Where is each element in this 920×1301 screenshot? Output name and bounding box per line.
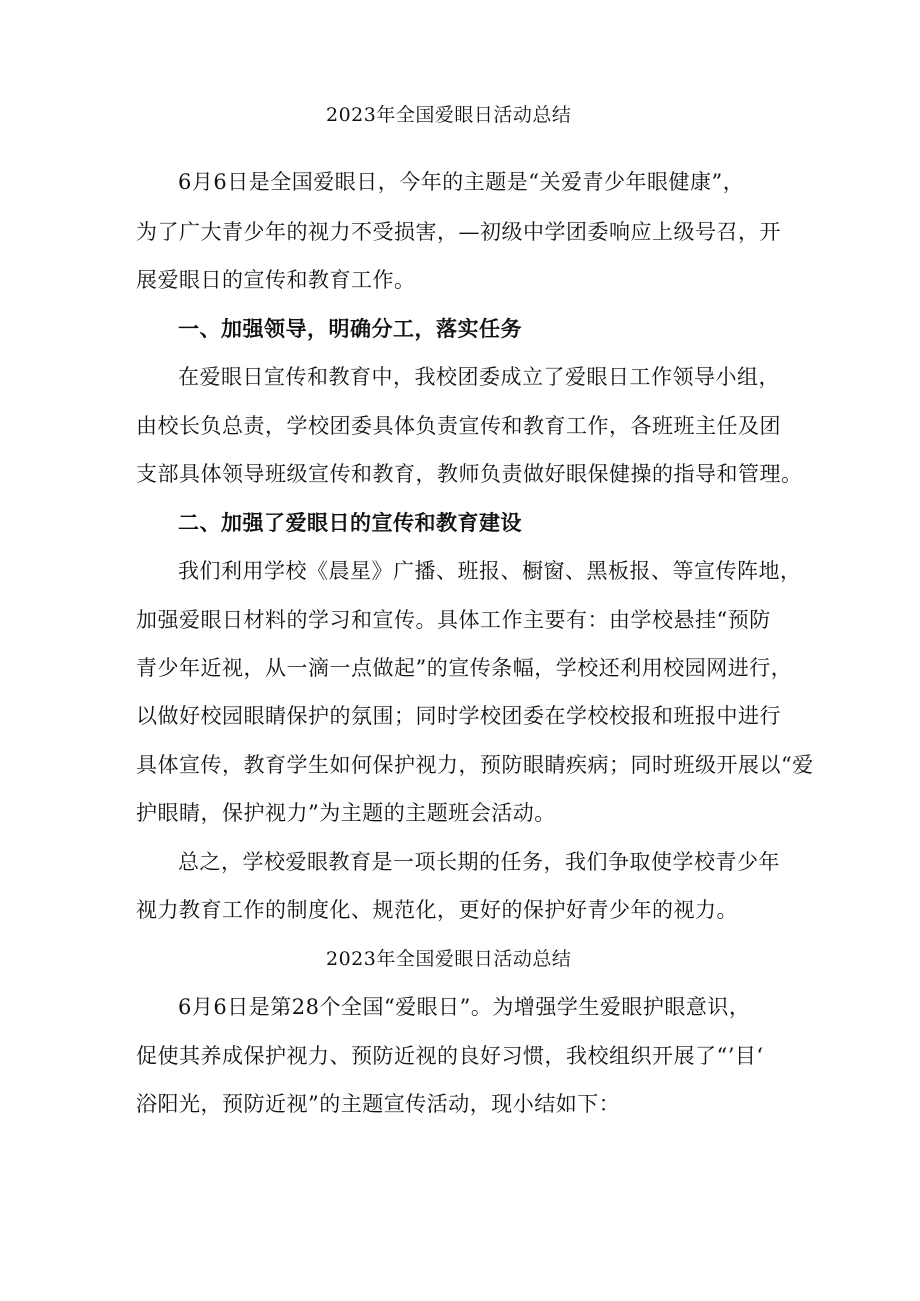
section-2-line-4: 以做好校园眼睛保护的氛围；同时学校团委在学校校报和班报中进行	[136, 704, 781, 728]
section-2-line-2: 加强爱眼日材料的学习和宣传。具体工作主要有：由学校悬挂“预防	[136, 608, 771, 632]
section-1-line-2: 由校长负总责，学校团委具体负责宣传和教育工作，各班班主任及团	[136, 414, 781, 438]
document-title: 2023年全国爱眼日活动总结	[326, 104, 572, 126]
section-heading-1: 一、加强领导，明确分工，落实任务	[178, 316, 522, 341]
conclusion-line-1: 总之，学校爱眼教育是一项长期的任务，我们争取使学校青少年	[178, 850, 780, 874]
intro-2-line-1: 6月6日是第28个全国“爱眼日”。为增强学生爱眼护眼意识，	[178, 995, 751, 1019]
section-2-line-6: 护眼睛，保护视力”为主题的主题班会活动。	[136, 801, 556, 825]
intro-line-3: 展爱眼日的宣传和教育工作。	[136, 268, 416, 292]
section-heading-2: 二、加强了爱眼日的宣传和教育建设	[178, 510, 522, 535]
section-1-line-3: 支部具体领导班级宣传和教育，教师负责做好眼保健操的指导和管理。	[136, 462, 803, 486]
conclusion-line-2: 视力教育工作的制度化、规范化，更好的保护好青少年的视力。	[136, 898, 738, 922]
document-title-2: 2023年全国爱眼日活动总结	[326, 948, 572, 970]
section-2-line-1: 我们利用学校《晨星》广播、班报、橱窗、黑板报、等宣传阵地，	[178, 559, 802, 583]
section-2-line-5: 具体宣传，教育学生如何保护视力，预防眼睛疾病；同时班级开展以“爱	[136, 753, 814, 777]
intro-line-2: 为了广大青少年的视力不受损害，—初级中学团委响应上级号召，开	[136, 220, 781, 244]
intro-2-line-3: 浴阳光，预防近视”的主题宣传活动，现小结如下：	[136, 1092, 621, 1116]
intro-2-line-2: 促使其养成保护视力、预防近视的良好习惯，我校组织开展了“’目‘	[136, 1044, 764, 1068]
section-1-line-1: 在爱眼日宣传和教育中，我校团委成立了爱眼日工作领导小组，	[178, 365, 780, 389]
intro-line-1: 6月6日是全国爱眼日，今年的主题是“关爱青少年眼健康”，	[178, 170, 745, 194]
section-2-line-3: 青少年近视，从一滴一点做起”的宣传条幅，学校还利用校园网进行，	[136, 656, 793, 680]
